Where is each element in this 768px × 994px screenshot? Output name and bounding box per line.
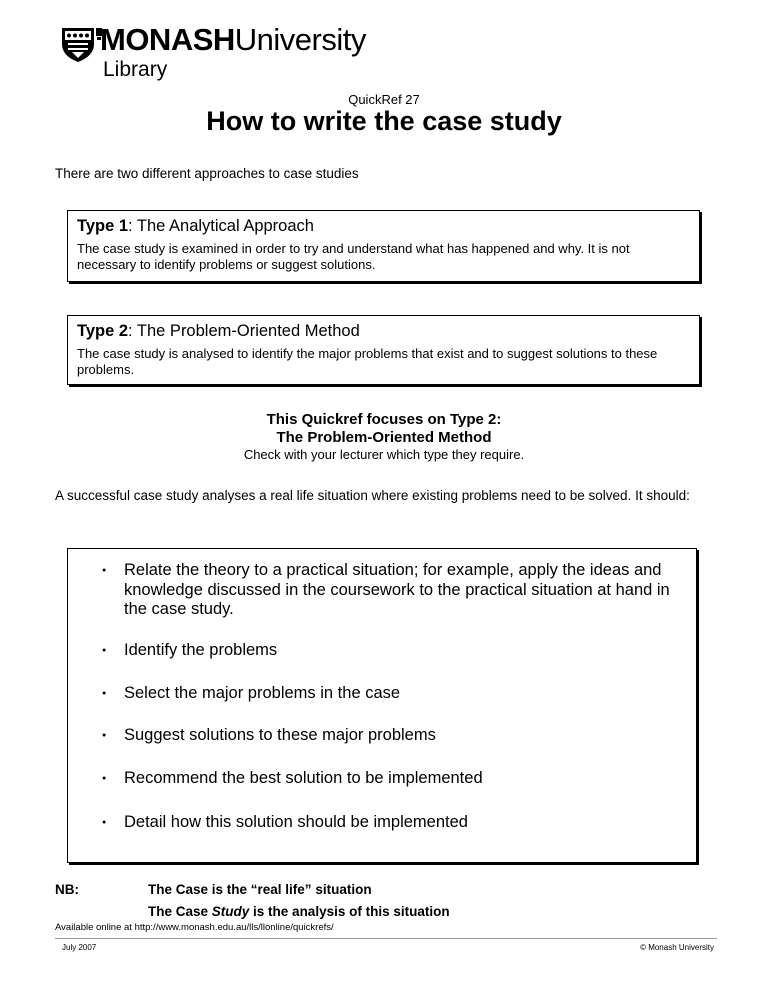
type-2-box — [67, 315, 700, 385]
focus-heading-1: This Quickref focuses on Type 2: — [266, 411, 502, 428]
type-2-heading — [77, 322, 360, 341]
type-2-label: Type 2 — [77, 322, 129, 340]
brand-library: Library — [103, 58, 168, 81]
nb-line-2-pre: The Case — [148, 904, 212, 919]
quickref-number: QuickRef 27 — [348, 92, 420, 107]
list-item: Detail how this solution should be implemented — [124, 813, 468, 831]
nb-line-2-post: is the analysis of this situation — [249, 904, 450, 919]
intro-text: There are two different approaches to case studies — [55, 166, 359, 181]
bullet-icon: ● — [102, 732, 107, 739]
list-item: Recommend the best solution to be implemented — [124, 769, 483, 787]
focus-note: Check with your lecturer which type they require. — [243, 447, 525, 462]
brand-name — [100, 22, 366, 58]
list-item: Relate the theory to a practical situation; for example, apply the ideas and knowledge discussed in the coursework to the practical situation at hand in the case study. — [124, 561, 670, 618]
bullet-icon: ● — [102, 647, 107, 654]
footer-divider — [55, 938, 717, 939]
nb-line-2 — [148, 904, 450, 919]
bullet-icon: ● — [102, 567, 107, 574]
focus-heading-2: The Problem-Oriented Method — [276, 429, 492, 446]
brand-monash: MONASH — [100, 22, 235, 57]
footer-date: July 2007 — [62, 943, 97, 952]
monash-crest-logo — [56, 22, 106, 64]
brand-university: University — [234, 22, 366, 57]
list-item: Suggest solutions to these major problems — [124, 726, 436, 744]
type-1-name: : The Analytical Approach — [128, 217, 314, 235]
nb-label: NB: — [55, 882, 79, 897]
success-text: A successful case study analyses a real life situation where existing problems need to be solved. It should: — [55, 488, 690, 503]
bullet-icon: ● — [102, 690, 107, 697]
type-1-heading — [77, 217, 314, 236]
page-title: How to write the case study — [206, 106, 562, 136]
requirements-list-box — [67, 548, 697, 863]
type-1-box — [67, 210, 700, 282]
nb-line-2-em: Study — [211, 904, 250, 919]
bullet-icon: ● — [102, 819, 107, 826]
type-2-description: The case study is analysed to identify the major problems that exist and to suggest solutions to these problems. — [77, 346, 658, 377]
list-item: Identify the problems — [124, 641, 278, 659]
footer-copyright: © Monash University — [640, 943, 714, 952]
nb-line-1: The Case is the “real life” situation — [148, 882, 372, 897]
online-availability: Available online at http://www.monash.edu.au/lls/llonline/quickrefs/ — [55, 922, 334, 933]
list-item: Select the major problems in the case — [124, 684, 401, 702]
bullet-icon: ● — [102, 775, 107, 782]
type-1-description: The case study is examined in order to try and understand what has happened and why. It is not necessary to identify problems or suggest solutions. — [77, 241, 630, 272]
type-1-label: Type 1 — [77, 217, 129, 235]
type-2-name: : The Problem-Oriented Method — [128, 322, 360, 340]
